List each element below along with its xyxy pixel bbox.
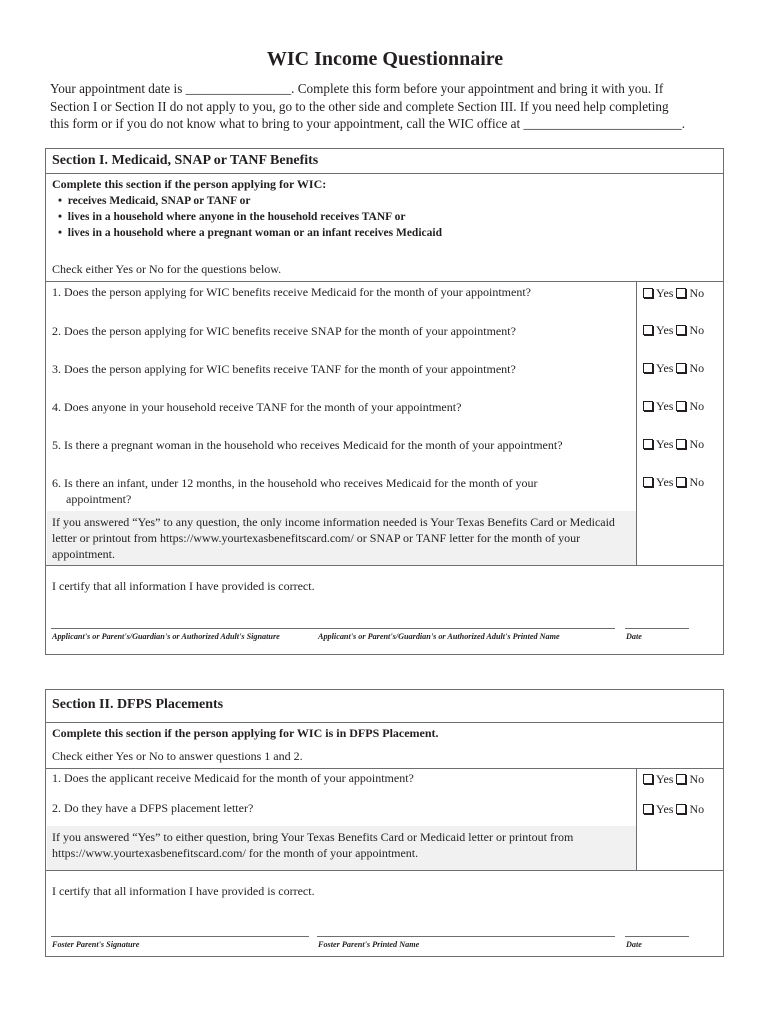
bullet-text: lives in a household where anyone in the household receives TANF or [67,211,406,223]
section-2-instruction: Complete this section if the person applying for WIC is in DFPS Placement. [52,726,439,740]
answer-note: If you answered “Yes” to either question, bring Your Texas Benefits Card or Medicaid letter or printout from https://www.yourtexasbenefitscard.com/ for the month of your appointment. [52,830,574,860]
question-3: 3. Does the person applying for WIC benefits receive TANF for the month of your appointment? [52,362,516,376]
no-checkbox[interactable] [676,774,686,784]
no-checkbox[interactable] [676,477,686,487]
intro-line: Section I or Section II do not apply to you, go to the other side and complete Section III. If you need help completing [50,98,669,114]
date-label: Date [626,632,642,641]
yes-checkbox[interactable] [643,325,653,335]
no-checkbox[interactable] [676,288,686,298]
question-5: 5. Is there a pregnant woman in the household who receives Medicaid for the month of your appointment? [52,438,563,452]
question-1: 1. Does the person applying for WIC benefits receive Medicaid for the month of your appointment? [52,285,531,299]
section-2-heading: Section II. DFPS Placements [46,690,723,723]
question-1: 1. Does the applicant receive Medicaid for the month of your appointment? [52,771,414,785]
yes-checkbox[interactable] [643,774,653,784]
yes-checkbox[interactable] [643,804,653,814]
no-checkbox[interactable] [676,325,686,335]
printed-name-label: Applicant's or Parent's/Guardian's or Authorized Adult's Printed Name [318,632,560,641]
yes-checkbox[interactable] [643,363,653,373]
section-2 [45,689,724,957]
yes-no-1 [643,772,704,787]
bullet-item: • receives Medicaid, SNAP or TANF or [58,195,251,207]
signature-label: Applicant's or Parent's/Guardian's or Authorized Adult's Signature [52,632,280,641]
yes-no-5 [643,437,704,452]
bullet-text: receives Medicaid, SNAP or TANF or [67,195,251,207]
yes-label: Yes [656,802,674,816]
signature-label: Foster Parent's Signature [52,940,140,949]
question-2: 2. Does the person applying for WIC benefits receive SNAP for the month of your appointment? [52,324,516,338]
no-checkbox[interactable] [676,804,686,814]
certify-statement: I certify that all information I have provided is correct. [52,884,315,898]
yes-checkbox[interactable] [643,477,653,487]
certify-statement: I certify that all information I have provided is correct. [52,579,315,593]
yes-no-6 [643,475,704,490]
no-label: No [689,475,705,489]
intro-line: this form or if you do not know what to bring to your appointment, call the WIC office at ________________________. [50,116,685,131]
yes-checkbox[interactable] [643,288,653,298]
yes-checkbox[interactable] [643,401,653,411]
yes-label: Yes [656,323,674,337]
yes-label: Yes [656,399,674,413]
printed-name-label: Foster Parent's Printed Name [318,940,420,949]
intro-text [50,80,730,133]
section-1-heading: Section I. Medicaid, SNAP or TANF Benefits [46,149,723,174]
question-6: 6. Is there an infant, under 12 months, in the household who receives Medicaid for the month of your [52,476,538,490]
yes-no-2 [643,802,704,817]
no-label: No [689,399,705,413]
yes-label: Yes [656,437,674,451]
no-label: No [689,772,705,786]
question-4: 4. Does anyone in your household receive TANF for the month of your appointment? [52,400,462,414]
yes-no-1 [643,286,704,301]
yes-label: Yes [656,361,674,375]
yes-no-4 [643,399,704,414]
section-1-instruction: Complete this section if the person applying for WIC: [52,177,327,191]
no-checkbox[interactable] [676,401,686,411]
no-label: No [689,437,705,451]
yes-checkbox[interactable] [643,439,653,449]
page-title: WIC Income Questionnaire [266,48,504,70]
yes-label: Yes [656,286,674,300]
bullet-item: • lives in a household where a pregnant woman or an infant receives Medicaid [58,227,442,239]
no-label: No [689,802,705,816]
no-checkbox[interactable] [676,439,686,449]
check-note: Check either Yes or No for the questions below. [52,262,282,276]
yes-no-3 [643,361,704,376]
bullet-item: • lives in a household where anyone in the household receives TANF or [58,211,406,223]
yes-no-2 [643,323,704,338]
bullet-text: lives in a household where a pregnant woman or an infant receives Medicaid [67,227,442,239]
no-label: No [689,286,705,300]
intro-line: Your appointment date is ________________. Complete this form before your appointment and bring it with you. If [50,81,664,96]
question-6-continuation: appointment? [66,492,132,506]
check-note: Check either Yes or No to answer questions 1 and 2. [52,749,303,763]
question-2: 2. Do they have a DFPS placement letter? [52,801,254,815]
no-label: No [689,361,705,375]
section-1 [45,148,724,655]
yes-label: Yes [656,772,674,786]
date-label: Date [626,940,642,949]
yes-label: Yes [656,475,674,489]
no-checkbox[interactable] [676,363,686,373]
answer-note: If you answered “Yes” to any question, the only income information needed is Your Texas Benefits Card or Medicaid letter or printout from https://www.yourtexasbenefitscard.com/ or SNAP or TANF letter for the month of your appointment. [52,515,615,561]
no-label: No [689,323,705,337]
